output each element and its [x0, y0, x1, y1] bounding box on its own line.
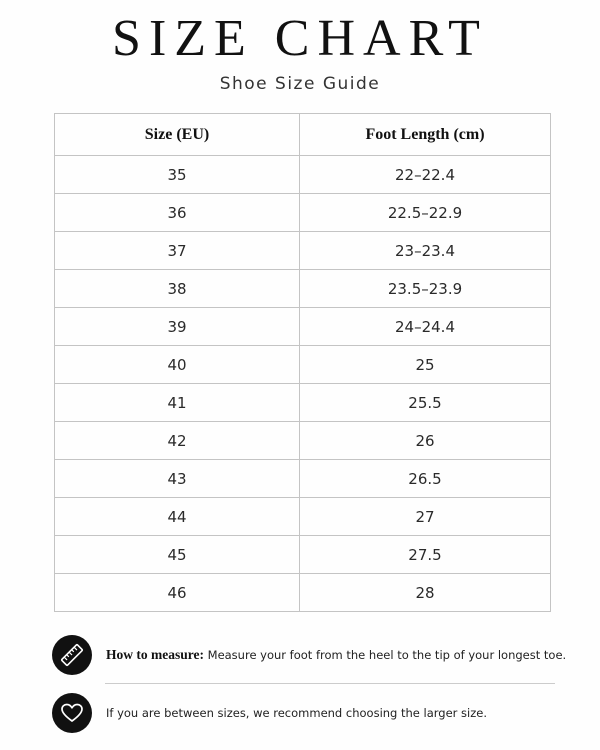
foot-length-cell: 23–23.4	[300, 232, 551, 270]
measure-note-label: How to measure:	[106, 647, 204, 662]
size-cell: 46	[55, 574, 300, 612]
size-cell: 42	[55, 422, 300, 460]
measure-note-text	[106, 647, 566, 663]
size-table	[54, 113, 551, 612]
foot-length-cell: 27	[300, 498, 551, 536]
table-row	[55, 422, 551, 460]
table-row	[55, 156, 551, 194]
size-cell: 39	[55, 308, 300, 346]
size-cell: 38	[55, 270, 300, 308]
measure-note	[52, 633, 567, 677]
divider	[105, 683, 555, 684]
column-header-foot-length: Foot Length (cm)	[300, 114, 551, 156]
foot-length-cell: 26.5	[300, 460, 551, 498]
table-row	[55, 346, 551, 384]
heart-icon	[52, 693, 92, 733]
table-row	[55, 270, 551, 308]
table-row	[55, 498, 551, 536]
table-header-row	[55, 114, 551, 156]
table-row	[55, 384, 551, 422]
ruler-icon	[52, 635, 92, 675]
table-row	[55, 232, 551, 270]
foot-length-cell: 27.5	[300, 536, 551, 574]
foot-length-cell: 22–22.4	[300, 156, 551, 194]
foot-length-cell: 22.5–22.9	[300, 194, 551, 232]
measure-note-body: Measure your foot from the heel to the tip of your longest toe.	[207, 648, 567, 662]
size-cell: 40	[55, 346, 300, 384]
size-cell: 43	[55, 460, 300, 498]
between-sizes-note-text: If you are between sizes, we recommend choosing the larger size.	[106, 706, 488, 720]
size-cell: 35	[55, 156, 300, 194]
foot-length-cell: 25.5	[300, 384, 551, 422]
size-cell: 37	[55, 232, 300, 270]
foot-length-cell: 25	[300, 346, 551, 384]
table-row	[55, 460, 551, 498]
table-row	[55, 308, 551, 346]
size-cell: 36	[55, 194, 300, 232]
size-cell: 44	[55, 498, 300, 536]
foot-length-cell: 24–24.4	[300, 308, 551, 346]
between-sizes-note	[52, 691, 562, 735]
table-row	[55, 574, 551, 612]
size-cell: 41	[55, 384, 300, 422]
table-row	[55, 536, 551, 574]
foot-length-cell: 28	[300, 574, 551, 612]
table-row	[55, 194, 551, 232]
foot-length-cell: 23.5–23.9	[300, 270, 551, 308]
page-subtitle: Shoe Size Guide	[219, 74, 381, 94]
page-title: SIZE CHART	[112, 10, 488, 67]
size-cell: 45	[55, 536, 300, 574]
column-header-size: Size (EU)	[55, 114, 300, 156]
foot-length-cell: 26	[300, 422, 551, 460]
